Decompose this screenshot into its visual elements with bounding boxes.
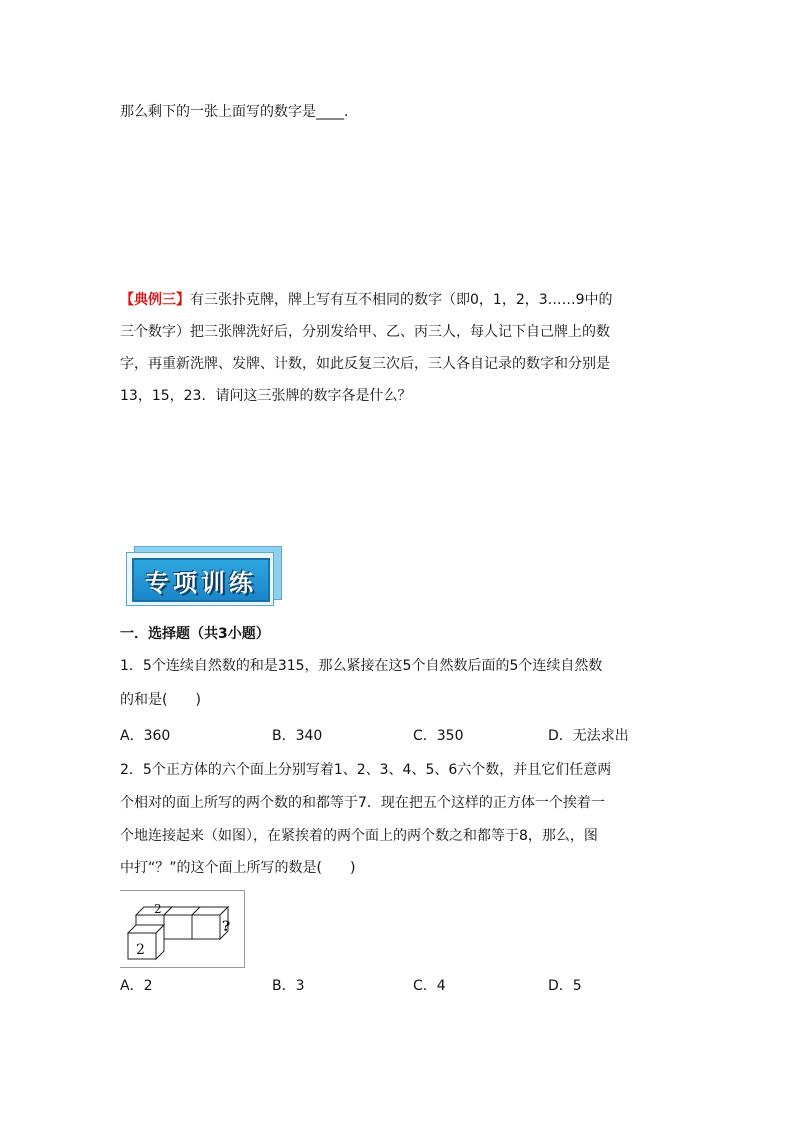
q1-line1: 1．5个连续自然数的和是315，那么紧接在这5个自然数后面的5个连续自然数 [120,658,603,674]
example3-line1 [120,290,613,310]
q2-option-d: D．5 [548,978,582,994]
q1-option-c: C．350 [413,728,464,744]
q1-option-b: B．340 [272,728,323,744]
example3-line4: 13，15，23．请问这三张牌的数字各是什么？ [120,388,412,404]
example3-line2: 三个数字）把三张牌洗好后，分别发给甲、乙、丙三人，每人记下自己牌上的数 [120,324,610,340]
q2-line1: 2．5个正方体的六个面上分别写着1、2、3、4、5、6六个数，并且它们任意两 [120,762,612,778]
cube-front-label: 2 [136,942,145,958]
example3-line3: 字，再重新洗牌、发牌、计数，如此反复三次后，三人各自记录的数字和分别是 [120,356,610,372]
q2-line3: 个地连接起来（如图），在紧挨着的两个面上的两个数之和都等于8，那么，图 [120,828,598,844]
q1-option-d: D．无法求出 [548,728,629,744]
example3-line1-text: 有三张扑克牌，牌上写有互不相同的数字（即0，1，2，3……9中的 [190,292,613,308]
cubes-figure [120,890,245,968]
banner-title: 专项训练 [145,567,257,597]
q2-line2: 个相对的面上所写的两个数的和都等于7．现在把五个这样的正方体一个挨着一 [120,795,605,811]
example3-tag: 【典例三】 [120,292,190,308]
cube-top-label: 2 [154,902,162,916]
q2-line4: 中打“？”的这个面上所写的数是( ) [120,860,356,876]
q2-option-a: A．2 [120,978,153,994]
section-banner [126,546,280,604]
q2-option-b: B．3 [272,978,305,994]
q1-line2: 的和是( ) [120,692,201,708]
question-mark-label: ? [222,919,231,935]
section-title: 一．选择题（共3小题） [120,626,270,642]
cubes-drawing [120,891,244,967]
cube-row1-front [164,915,192,939]
q2-option-c: C．4 [413,978,446,994]
cube-row2-front [192,915,220,939]
q1-option-a: A．360 [120,728,171,744]
prev-question-tail: 那么剩下的一张上面写的数字是____. [120,104,349,120]
